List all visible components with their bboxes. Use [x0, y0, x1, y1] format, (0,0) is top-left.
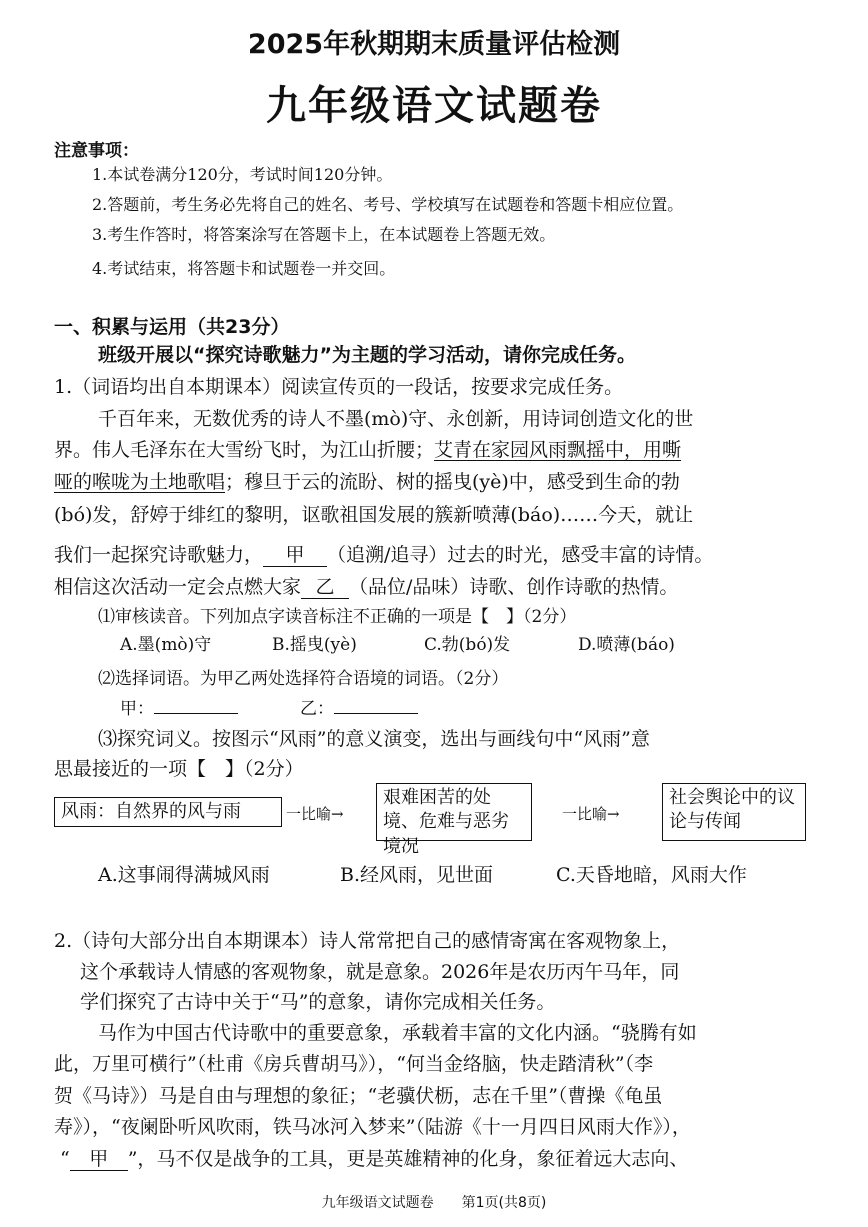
diagram-arrow-metaphor-1: 一比喻→: [286, 805, 344, 823]
q1-sub1-option-d[interactable]: D.喷薄(báo): [578, 635, 675, 655]
q1-sub3-option-a[interactable]: A.这事闹得满城风雨: [98, 864, 270, 886]
q1-sub3-line2: 思最接近的一项【 】（2分）: [54, 758, 304, 780]
page-footer: 九年级语文试题卷 第1页(共8页): [321, 1195, 547, 1211]
diagram-box-hardship: 艰难困苦的处境、危难与恶劣境况: [376, 783, 532, 841]
q1-passage-line2-a: 界。伟人毛泽东在大雪纷飞时，为江山折腰；: [54, 439, 435, 461]
q2-line2: 这个承载诗人情感的客观物象，就是意象。2026年是农历丙午马年，同: [80, 961, 680, 983]
q1-passage-line3: [54, 467, 680, 494]
q1-passage-line6: [54, 572, 678, 599]
q1-sub2: ⑵选择词语。为甲乙两处选择符合语境的词语。（2分）: [98, 669, 509, 689]
q2-line4: 马作为中国古代诗歌中的重要意象，承载着丰富的文化内涵。“骁腾有如: [98, 1022, 697, 1044]
notice-item-2: 2.答题前，考生务必先将自己的姓名、考号、学校填写在试题卷和答题卡相应位置。: [92, 195, 684, 214]
section-heading: 一、积累与运用（共23分）: [54, 316, 290, 338]
q1-sub1-option-c[interactable]: C.勃(bó)发: [424, 635, 511, 655]
notice-item-3: 3.考生作答时，将答案涂写在答题卡上，在本试题卷上答题无效。: [92, 225, 556, 244]
q1-sub3-line1: ⑶探究词义。按图示“风雨”的意义演变，选出与画线句中“风雨”意: [98, 728, 650, 750]
q1-sub2-yi-answer: [300, 694, 418, 719]
q2-line8: [60, 1144, 688, 1171]
q1-sub1-option-a[interactable]: A.墨(mò)守: [120, 635, 212, 655]
q2-line5: 此，万里可横行”（杜甫《房兵曹胡马》），“何当金络脑，快走踏清秋”（李: [54, 1053, 654, 1075]
q1-passage-line4: (bó)发，舒婷于绯红的黎明，讴歌祖国发展的簇新喷薄(báo)……今天，就让: [54, 504, 694, 526]
q1-passage-line6-a: 相信这次活动一定会点燃大家: [54, 576, 302, 598]
notice-item-4: 4.考试结束，将答题卡和试题卷一并交回。: [92, 259, 396, 278]
q2-line1: 2.（诗句大部分出自本期课本）诗人常常把自己的感情寄寓在客观物象上，: [54, 930, 681, 952]
q1-sub2-jia-blank[interactable]: [154, 695, 238, 714]
exam-title-line2: 九年级语文试题卷: [266, 83, 602, 129]
q1-passage-line6-b: （品位/品味）诗歌、创作诗歌的热情。: [349, 576, 679, 598]
q2-blank-jia[interactable]: 甲: [70, 1149, 128, 1171]
q2-line6: 贺《马诗》）马是自由与理想的象征；“老骥伏枥，志在千里”（曹操《龟虽: [54, 1085, 663, 1107]
q1-sub3-option-b[interactable]: B.经风雨，见世面: [340, 864, 494, 886]
q1-blank-jia[interactable]: 甲: [263, 545, 327, 567]
q1-underlined-sentence-b: 哑的喉咙为土地歌唱: [54, 471, 226, 493]
q1-passage-line5-b: （追溯/追寻）过去的时光，感受丰富的诗情。: [327, 544, 714, 566]
q1-sub1-option-b[interactable]: B.摇曳(yè): [272, 635, 357, 655]
exam-title-line1: 2025年秋期期末质量评估检测: [247, 29, 621, 60]
notice-heading: 注意事项：: [54, 141, 139, 161]
q1-sub2-jia-answer: [120, 694, 238, 719]
q1-passage-line3-b: ；穆旦于云的流盼、树的摇曳(yè)中，感受到生命的勃: [225, 471, 680, 493]
q1-sub1: ⑴审核读音。下列加点字读音标注不正确的一项是【 】（2分）: [98, 607, 577, 627]
q1-stem: 1.（词语均出自本期课本）阅读宣传页的一段话，按要求完成任务。: [54, 376, 624, 398]
q1-blank-yi[interactable]: 乙: [301, 577, 349, 599]
q1-sub2-yi-label: 乙：: [300, 699, 334, 719]
q1-passage-line5-a: 我们一起探究诗歌魅力，: [54, 544, 264, 566]
q2-line3: 学们探究了古诗中关于“马”的意象，请你完成相关任务。: [80, 991, 556, 1013]
q1-passage-line1: 千百年来，无数优秀的诗人不墨(mò)守、永创新，用诗词创造文化的世: [98, 408, 694, 430]
q1-sub2-yi-blank[interactable]: [334, 695, 418, 714]
notice-item-1: 1.本试卷满分120分，考试时间120分钟。: [92, 165, 393, 184]
q2-line7: 寿》），“夜阑卧听风吹雨，铁马冰河入梦来”（陆游《十一月四日风雨大作》），: [54, 1116, 691, 1138]
q1-sub3-option-c[interactable]: C.天昏地暗，风雨大作: [556, 864, 747, 886]
diagram-arrow-metaphor-2: 一比喻→: [562, 805, 620, 823]
q2-line8-open-quote: “: [60, 1148, 70, 1170]
q1-passage-line5: [54, 540, 713, 567]
q1-underlined-sentence-a: 艾青在家园风雨飘摇中，用嘶: [434, 439, 682, 461]
section-task: 班级开展以“探究诗歌魅力”为主题的学习活动，请你完成任务。: [98, 344, 636, 366]
diagram-box-rumor: 社会舆论中的议论与传闻: [662, 783, 806, 841]
q1-passage-line2: [54, 435, 681, 462]
diagram-box-natural: 风雨：自然界的风与雨: [54, 797, 282, 827]
q2-line8-b: ”，马不仅是战争的工具，更是英雄精神的化身，象征着远大志向、: [127, 1148, 689, 1170]
q1-sub2-jia-label: 甲：: [120, 699, 154, 719]
